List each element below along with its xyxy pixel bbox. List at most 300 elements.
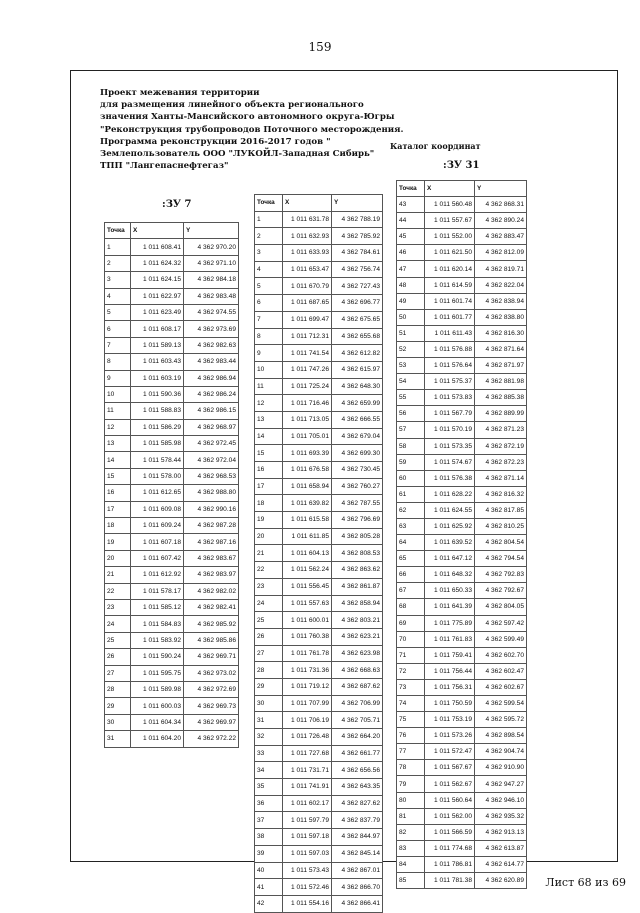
x-coordinate-cell: 1 011 562.24 [283, 562, 332, 579]
point-number-cell: 84 [397, 856, 425, 872]
point-number-cell: 15 [255, 445, 283, 462]
x-coordinate-cell: 1 011 624.32 [131, 255, 184, 271]
y-coordinate-cell: 4 362 595.72 [475, 712, 527, 728]
y-coordinate-cell: 4 362 985.92 [184, 616, 239, 632]
table-row [397, 583, 527, 599]
y-coordinate-cell: 4 362 974.55 [184, 304, 239, 320]
point-number-cell: 78 [397, 760, 425, 776]
x-coordinate-cell: 1 011 731.36 [283, 662, 332, 679]
table-header-row [397, 181, 527, 197]
table-row [255, 345, 383, 362]
y-coordinate-cell: 4 362 889.99 [475, 406, 527, 422]
point-number-cell: 57 [397, 422, 425, 438]
point-number-cell: 12 [255, 395, 283, 412]
table-row [397, 696, 527, 712]
col-header-y: Y [332, 195, 383, 212]
x-coordinate-cell: 1 011 615.58 [283, 512, 332, 529]
y-coordinate-cell: 4 362 968.53 [184, 468, 239, 484]
y-coordinate-cell: 4 362 858.94 [332, 595, 383, 612]
point-number-cell: 2 [105, 255, 131, 271]
y-coordinate-cell: 4 362 890.24 [475, 213, 527, 229]
point-number-cell: 17 [255, 478, 283, 495]
point-number-cell: 72 [397, 663, 425, 679]
table-row [255, 829, 383, 846]
y-coordinate-cell: 4 362 679.04 [332, 428, 383, 445]
point-number-cell: 37 [255, 812, 283, 829]
y-coordinate-cell: 4 362 838.80 [475, 309, 527, 325]
y-coordinate-cell: 4 362 822.04 [475, 277, 527, 293]
point-number-cell: 77 [397, 744, 425, 760]
point-number-cell: 13 [105, 436, 131, 452]
x-coordinate-cell: 1 011 557.67 [425, 213, 475, 229]
y-coordinate-cell: 4 362 788.19 [332, 211, 383, 228]
point-number-cell: 14 [255, 428, 283, 445]
x-coordinate-cell: 1 011 622.97 [131, 288, 184, 304]
y-coordinate-cell: 4 362 655.68 [332, 328, 383, 345]
y-coordinate-cell: 4 362 792.67 [475, 583, 527, 599]
point-number-cell: 11 [105, 403, 131, 419]
y-coordinate-cell: 4 362 612.82 [332, 345, 383, 362]
document-header [100, 87, 404, 172]
y-coordinate-cell: 4 362 863.62 [332, 562, 383, 579]
point-number-cell: 22 [105, 583, 131, 599]
table-row [255, 311, 383, 328]
x-coordinate-cell: 1 011 597.79 [283, 812, 332, 829]
point-number-cell: 63 [397, 518, 425, 534]
x-coordinate-cell: 1 011 589.13 [131, 337, 184, 353]
x-coordinate-cell: 1 011 726.48 [283, 729, 332, 746]
table-row [255, 512, 383, 529]
y-coordinate-cell: 4 362 969.73 [184, 698, 239, 714]
y-coordinate-cell: 4 362 812.09 [475, 245, 527, 261]
x-coordinate-cell: 1 011 573.43 [283, 862, 332, 879]
y-coordinate-cell: 4 362 837.79 [332, 812, 383, 829]
x-coordinate-cell: 1 011 576.38 [425, 470, 475, 486]
x-coordinate-cell: 1 011 706.19 [283, 712, 332, 729]
table-row [255, 328, 383, 345]
y-coordinate-cell: 4 362 885.38 [475, 390, 527, 406]
x-coordinate-cell: 1 011 609.08 [131, 501, 184, 517]
x-coordinate-cell: 1 011 567.67 [425, 760, 475, 776]
y-coordinate-cell: 4 362 881.98 [475, 374, 527, 390]
point-number-cell: 48 [397, 277, 425, 293]
y-coordinate-cell: 4 362 968.97 [184, 419, 239, 435]
table-row [397, 712, 527, 728]
x-coordinate-cell: 1 011 562.00 [425, 808, 475, 824]
table-row [105, 501, 239, 517]
point-number-cell: 27 [255, 645, 283, 662]
y-coordinate-cell: 4 362 804.05 [475, 599, 527, 615]
y-coordinate-cell: 4 362 620.89 [475, 873, 527, 889]
table-row [255, 779, 383, 796]
point-number-cell: 19 [255, 512, 283, 529]
x-coordinate-cell: 1 011 600.03 [131, 698, 184, 714]
point-number-cell: 66 [397, 567, 425, 583]
table-row [105, 599, 239, 615]
point-number-cell: 28 [255, 662, 283, 679]
point-number-cell: 13 [255, 411, 283, 428]
point-number-cell: 42 [255, 895, 283, 912]
table-row [105, 288, 239, 304]
header-line: ТПП "Лангепаснефтегаз" [100, 161, 229, 172]
table-row [255, 595, 383, 612]
y-coordinate-cell: 4 362 947.27 [475, 776, 527, 792]
table-row [105, 731, 239, 747]
table-row [255, 628, 383, 645]
x-coordinate-cell: 1 011 786.81 [425, 856, 475, 872]
x-coordinate-cell: 1 011 578.17 [131, 583, 184, 599]
table-row [397, 261, 527, 277]
y-coordinate-cell: 4 362 696.77 [332, 295, 383, 312]
point-number-cell: 24 [255, 595, 283, 612]
x-coordinate-cell: 1 011 759.41 [425, 647, 475, 663]
x-coordinate-cell: 1 011 628.22 [425, 486, 475, 502]
point-number-cell: 24 [105, 616, 131, 632]
x-coordinate-cell: 1 011 612.65 [131, 485, 184, 501]
y-coordinate-cell: 4 362 866.41 [332, 895, 383, 912]
point-number-cell: 4 [255, 261, 283, 278]
x-coordinate-cell: 1 011 650.33 [425, 583, 475, 599]
point-number-cell: 35 [255, 779, 283, 796]
point-number-cell: 73 [397, 679, 425, 695]
col-header-y: Y [475, 181, 527, 197]
x-coordinate-cell: 1 011 602.17 [283, 795, 332, 812]
point-number-cell: 19 [105, 534, 131, 550]
table-row [255, 478, 383, 495]
table-row [397, 502, 527, 518]
header-line: Программа реконструкции 2016-2017 годов " [100, 136, 331, 147]
table-row [255, 228, 383, 245]
table-row [397, 647, 527, 663]
x-coordinate-cell: 1 011 611.85 [283, 528, 332, 545]
table-row [105, 436, 239, 452]
y-coordinate-cell: 4 362 973.02 [184, 665, 239, 681]
point-number-cell: 3 [255, 245, 283, 262]
point-number-cell: 32 [255, 729, 283, 746]
table-row [255, 562, 383, 579]
point-number-cell: 43 [397, 197, 425, 213]
y-coordinate-cell: 4 362 816.32 [475, 486, 527, 502]
table-row [105, 518, 239, 534]
y-coordinate-cell: 4 362 785.92 [332, 228, 383, 245]
point-number-cell: 47 [397, 261, 425, 277]
x-coordinate-cell: 1 011 573.83 [425, 390, 475, 406]
point-number-cell: 17 [105, 501, 131, 517]
x-coordinate-cell: 1 011 631.78 [283, 211, 332, 228]
y-coordinate-cell: 4 362 872.19 [475, 438, 527, 454]
point-number-cell: 39 [255, 845, 283, 862]
table-row [397, 406, 527, 422]
point-number-cell: 75 [397, 712, 425, 728]
x-coordinate-cell: 1 011 560.64 [425, 792, 475, 808]
point-number-cell: 16 [255, 462, 283, 479]
y-coordinate-cell: 4 362 867.01 [332, 862, 383, 879]
x-coordinate-cell: 1 011 716.46 [283, 395, 332, 412]
x-coordinate-cell: 1 011 578.00 [131, 468, 184, 484]
x-coordinate-cell: 1 011 687.65 [283, 295, 332, 312]
table-row [397, 551, 527, 567]
point-number-cell: 2 [255, 228, 283, 245]
y-coordinate-cell: 4 362 971.10 [184, 255, 239, 271]
x-coordinate-cell: 1 011 750.59 [425, 696, 475, 712]
x-coordinate-cell: 1 011 556.45 [283, 578, 332, 595]
table-row [105, 583, 239, 599]
table-row [255, 428, 383, 445]
y-coordinate-cell: 4 362 969.71 [184, 649, 239, 665]
table-row [255, 378, 383, 395]
point-number-cell: 8 [255, 328, 283, 345]
table-row [105, 337, 239, 353]
table-row [397, 325, 527, 341]
col-header-x: X [425, 181, 475, 197]
y-coordinate-cell: 4 362 643.35 [332, 779, 383, 796]
y-coordinate-cell: 4 362 985.86 [184, 632, 239, 648]
x-coordinate-cell: 1 011 583.92 [131, 632, 184, 648]
x-coordinate-cell: 1 011 575.37 [425, 374, 475, 390]
y-coordinate-cell: 4 362 844.97 [332, 829, 383, 846]
y-coordinate-cell: 4 362 817.85 [475, 502, 527, 518]
point-number-cell: 79 [397, 776, 425, 792]
table-header-row [105, 223, 239, 239]
point-number-cell: 29 [105, 698, 131, 714]
table-row [105, 304, 239, 320]
point-number-cell: 70 [397, 631, 425, 647]
y-coordinate-cell: 4 362 648.30 [332, 378, 383, 395]
table-row [397, 679, 527, 695]
table-row [255, 695, 383, 712]
point-number-cell: 50 [397, 309, 425, 325]
y-coordinate-cell: 4 362 987.28 [184, 518, 239, 534]
table-row [255, 812, 383, 829]
point-number-cell: 14 [105, 452, 131, 468]
table-header-row [255, 195, 383, 212]
x-coordinate-cell: 1 011 601.77 [425, 309, 475, 325]
x-coordinate-cell: 1 011 658.94 [283, 478, 332, 495]
table-row [397, 535, 527, 551]
y-coordinate-cell: 4 362 910.90 [475, 760, 527, 776]
y-coordinate-cell: 4 362 699.30 [332, 445, 383, 462]
col-header-point: Точка [397, 181, 425, 197]
point-number-cell: 34 [255, 762, 283, 779]
table-row [255, 495, 383, 512]
col-header-x: X [131, 223, 184, 239]
x-coordinate-cell: 1 011 775.89 [425, 615, 475, 631]
y-coordinate-cell: 4 362 986.24 [184, 386, 239, 402]
y-coordinate-cell: 4 362 838.94 [475, 293, 527, 309]
table-row [255, 645, 383, 662]
x-coordinate-cell: 1 011 612.92 [131, 567, 184, 583]
x-coordinate-cell: 1 011 632.93 [283, 228, 332, 245]
table-row [397, 358, 527, 374]
table-row [255, 245, 383, 262]
x-coordinate-cell: 1 011 576.88 [425, 341, 475, 357]
table-row [255, 662, 383, 679]
point-number-cell: 60 [397, 470, 425, 486]
point-number-cell: 38 [255, 829, 283, 846]
table-row [397, 856, 527, 872]
x-coordinate-cell: 1 011 774.68 [425, 840, 475, 856]
point-number-cell: 6 [255, 295, 283, 312]
y-coordinate-cell: 4 362 613.87 [475, 840, 527, 856]
x-coordinate-cell: 1 011 641.39 [425, 599, 475, 615]
col-header-point: Точка [255, 195, 283, 212]
point-number-cell: 80 [397, 792, 425, 808]
y-coordinate-cell: 4 362 883.47 [475, 229, 527, 245]
zu31-coordinates-table-part2 [396, 180, 527, 889]
point-number-cell: 31 [255, 712, 283, 729]
y-coordinate-cell: 4 362 597.42 [475, 615, 527, 631]
point-number-cell: 67 [397, 583, 425, 599]
y-coordinate-cell: 4 362 871.64 [475, 341, 527, 357]
table-row [105, 272, 239, 288]
point-number-cell: 44 [397, 213, 425, 229]
y-coordinate-cell: 4 362 827.62 [332, 795, 383, 812]
x-coordinate-cell: 1 011 781.38 [425, 873, 475, 889]
y-coordinate-cell: 4 362 760.27 [332, 478, 383, 495]
point-number-cell: 11 [255, 378, 283, 395]
table-row [255, 895, 383, 912]
table-row [105, 485, 239, 501]
point-number-cell: 53 [397, 358, 425, 374]
x-coordinate-cell: 1 011 625.92 [425, 518, 475, 534]
point-number-cell: 10 [105, 386, 131, 402]
point-number-cell: 1 [255, 211, 283, 228]
table-row [397, 293, 527, 309]
y-coordinate-cell: 4 362 602.47 [475, 663, 527, 679]
x-coordinate-cell: 1 011 731.71 [283, 762, 332, 779]
x-coordinate-cell: 1 011 566.59 [425, 824, 475, 840]
point-number-cell: 85 [397, 873, 425, 889]
table-row [105, 468, 239, 484]
y-coordinate-cell: 4 362 599.49 [475, 631, 527, 647]
point-number-cell: 56 [397, 406, 425, 422]
x-coordinate-cell: 1 011 560.48 [425, 197, 475, 213]
table-row [105, 321, 239, 337]
x-coordinate-cell: 1 011 713.05 [283, 411, 332, 428]
table-row [397, 808, 527, 824]
point-number-cell: 54 [397, 374, 425, 390]
point-number-cell: 9 [105, 370, 131, 386]
x-coordinate-cell: 1 011 725.24 [283, 378, 332, 395]
point-number-cell: 25 [105, 632, 131, 648]
y-coordinate-cell: 4 362 871.23 [475, 422, 527, 438]
table-row [397, 454, 527, 470]
x-coordinate-cell: 1 011 604.13 [283, 545, 332, 562]
x-coordinate-cell: 1 011 607.42 [131, 550, 184, 566]
y-coordinate-cell: 4 362 990.16 [184, 501, 239, 517]
point-number-cell: 71 [397, 647, 425, 663]
table-row [397, 422, 527, 438]
x-coordinate-cell: 1 011 741.54 [283, 345, 332, 362]
y-coordinate-cell: 4 362 819.71 [475, 261, 527, 277]
point-number-cell: 9 [255, 345, 283, 362]
x-coordinate-cell: 1 011 727.68 [283, 745, 332, 762]
y-coordinate-cell: 4 362 866.70 [332, 879, 383, 896]
y-coordinate-cell: 4 362 705.71 [332, 712, 383, 729]
table-row [397, 744, 527, 760]
x-coordinate-cell: 1 011 586.29 [131, 419, 184, 435]
y-coordinate-cell: 4 362 982.41 [184, 599, 239, 615]
point-number-cell: 41 [255, 879, 283, 896]
sheet-footer: Лист 68 из 69 [545, 876, 626, 889]
table-row [397, 374, 527, 390]
y-coordinate-cell: 4 362 913.13 [475, 824, 527, 840]
table-row [255, 261, 383, 278]
table-row [255, 845, 383, 862]
x-coordinate-cell: 1 011 562.67 [425, 776, 475, 792]
x-coordinate-cell: 1 011 588.83 [131, 403, 184, 419]
table-row [397, 213, 527, 229]
point-number-cell: 55 [397, 390, 425, 406]
zu7-title: :ЗУ 7 [162, 199, 192, 210]
x-coordinate-cell: 1 011 756.31 [425, 679, 475, 695]
y-coordinate-cell: 4 362 623.98 [332, 645, 383, 662]
table-row [105, 419, 239, 435]
table-row [255, 445, 383, 462]
point-number-cell: 76 [397, 728, 425, 744]
y-coordinate-cell: 4 362 972.04 [184, 452, 239, 468]
page-number: 159 [308, 40, 332, 54]
point-number-cell: 69 [397, 615, 425, 631]
x-coordinate-cell: 1 011 609.24 [131, 518, 184, 534]
y-coordinate-cell: 4 362 983.44 [184, 354, 239, 370]
x-coordinate-cell: 1 011 670.79 [283, 278, 332, 295]
x-coordinate-cell: 1 011 747.26 [283, 361, 332, 378]
x-coordinate-cell: 1 011 595.75 [131, 665, 184, 681]
x-coordinate-cell: 1 011 585.98 [131, 436, 184, 452]
table-row [105, 616, 239, 632]
x-coordinate-cell: 1 011 676.58 [283, 462, 332, 479]
x-coordinate-cell: 1 011 607.18 [131, 534, 184, 550]
point-number-cell: 21 [105, 567, 131, 583]
x-coordinate-cell: 1 011 633.93 [283, 245, 332, 262]
table-row [397, 663, 527, 679]
y-coordinate-cell: 4 362 946.10 [475, 792, 527, 808]
y-coordinate-cell: 4 362 602.67 [475, 679, 527, 695]
y-coordinate-cell: 4 362 794.54 [475, 551, 527, 567]
table-row [255, 678, 383, 695]
y-coordinate-cell: 4 362 973.69 [184, 321, 239, 337]
point-number-cell: 30 [105, 714, 131, 730]
table-row [255, 462, 383, 479]
table-row [397, 277, 527, 293]
table-row [397, 390, 527, 406]
x-coordinate-cell: 1 011 608.41 [131, 239, 184, 255]
table-row [105, 632, 239, 648]
x-coordinate-cell: 1 011 603.43 [131, 354, 184, 370]
y-coordinate-cell: 4 362 599.54 [475, 696, 527, 712]
x-coordinate-cell: 1 011 621.50 [425, 245, 475, 261]
point-number-cell: 6 [105, 321, 131, 337]
table-row [255, 712, 383, 729]
table-row [105, 534, 239, 550]
point-number-cell: 62 [397, 502, 425, 518]
point-number-cell: 5 [255, 278, 283, 295]
y-coordinate-cell: 4 362 730.45 [332, 462, 383, 479]
y-coordinate-cell: 4 362 787.55 [332, 495, 383, 512]
y-coordinate-cell: 4 362 904.74 [475, 744, 527, 760]
table-row [397, 776, 527, 792]
y-coordinate-cell: 4 362 805.28 [332, 528, 383, 545]
table-row [255, 295, 383, 312]
y-coordinate-cell: 4 362 983.97 [184, 567, 239, 583]
y-coordinate-cell: 4 362 988.80 [184, 485, 239, 501]
x-coordinate-cell: 1 011 761.78 [283, 645, 332, 662]
table-row [255, 528, 383, 545]
table-row [105, 370, 239, 386]
zu31-title: :ЗУ 31 [443, 160, 480, 171]
x-coordinate-cell: 1 011 620.14 [425, 261, 475, 277]
